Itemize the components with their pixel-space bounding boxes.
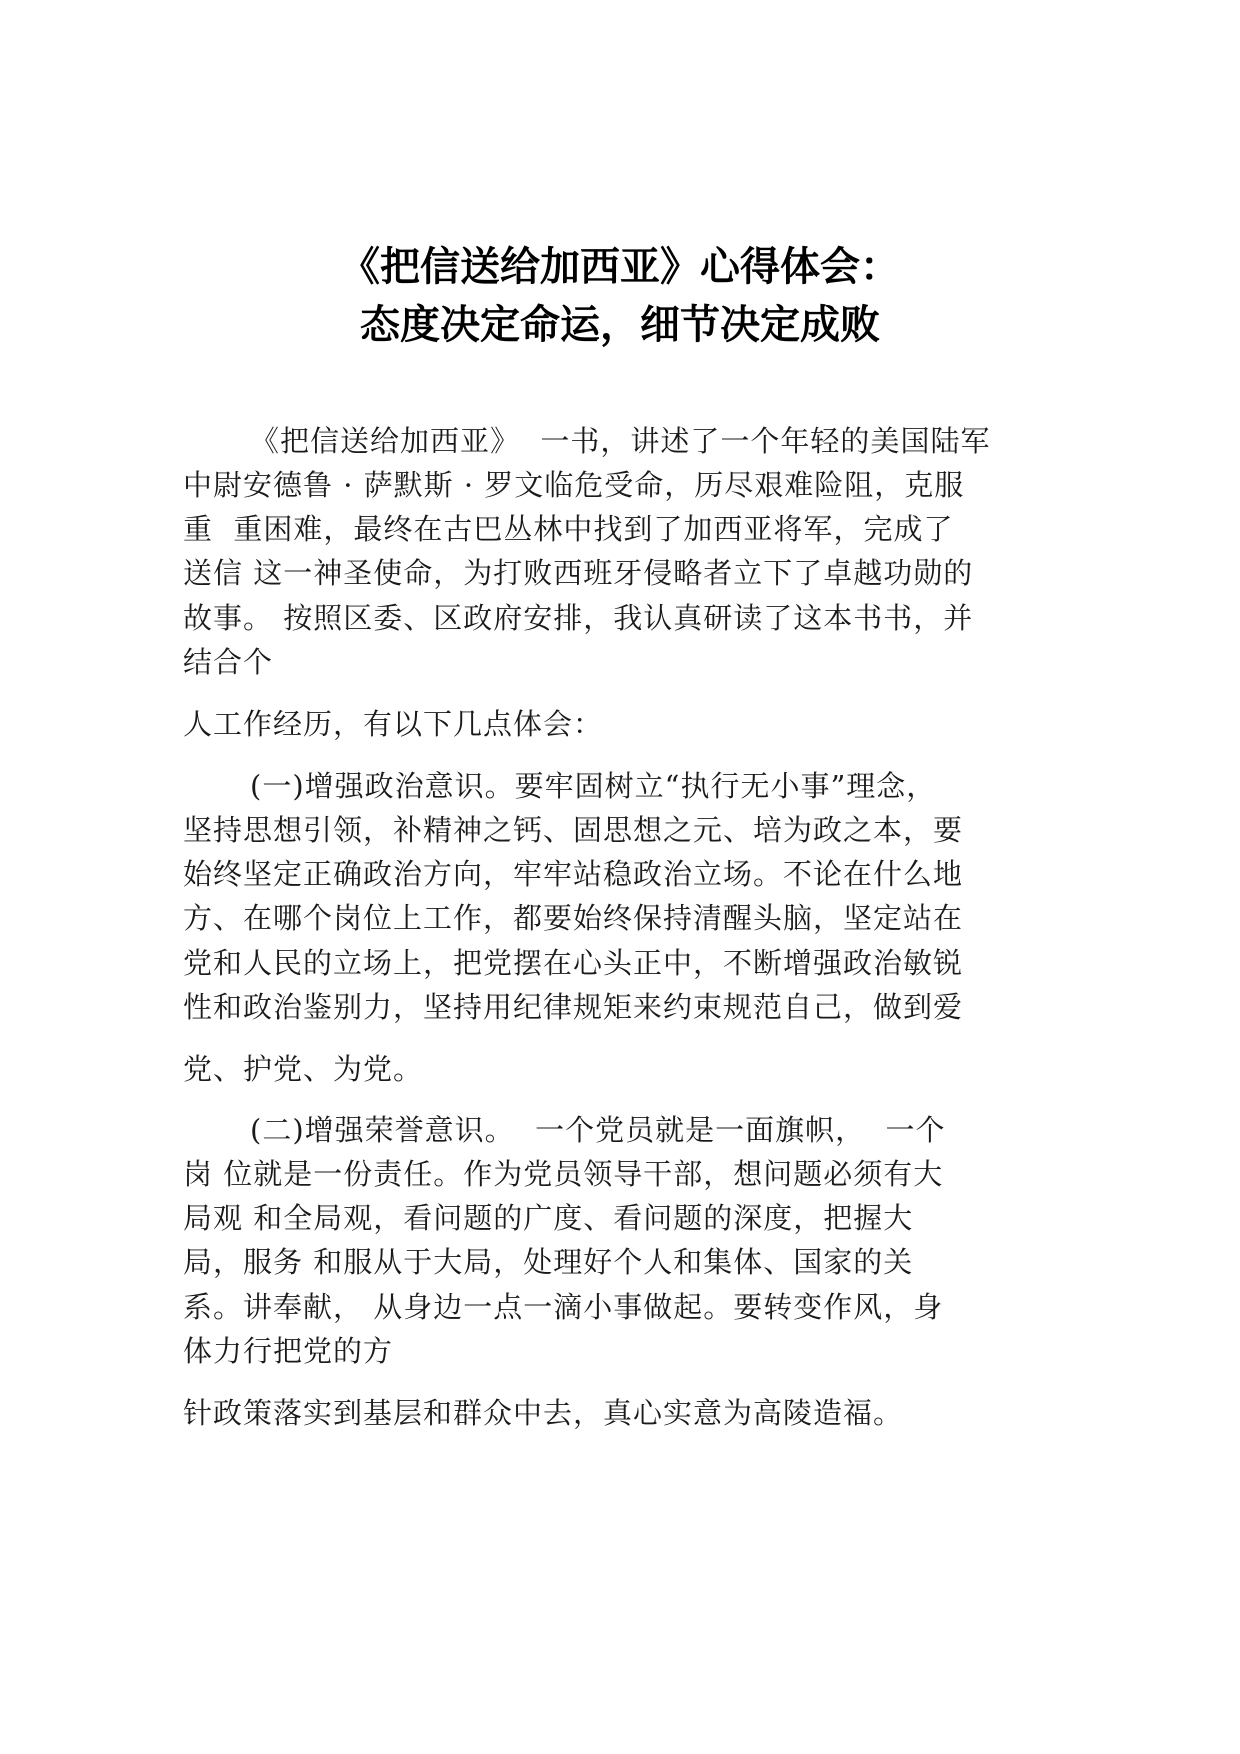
paragraph-2-line-5: 党和人民的立场上，把党摆在心头正中，不断增强政治敏锐: [183, 946, 964, 980]
paragraph-1-line-4: 送信 这一神圣使命，为打败西班牙侵略者立下了卓越功勋的: [183, 556, 974, 590]
title-line-2: 态度决定命运，细节决定成败: [360, 302, 880, 348]
paragraph-2-line-1: (一)增强政治意识。要牢固树立“执行无小事”理念，: [250, 769, 937, 803]
paragraph-2-line-2: 坚持思想引领，补精神之钙、固思想之元、培为政之本，要: [183, 813, 964, 847]
paragraph-1-line-6: 结合个: [183, 645, 274, 679]
paragraph-2-line-4: 方、在哪个岗位上工作，都要始终保持清醒头脑，坚定站在: [183, 901, 964, 935]
paragraph-3-line-3: 局观 和全局观，看问题的广度、看问题的深度，把握大: [183, 1201, 914, 1235]
document-title: [0, 238, 1240, 354]
paragraph-3-line-4: 局，服务 和服从于大局，处理好个人和集体、国家的关: [183, 1245, 914, 1279]
paragraph-2-tail: 党、护党、为党。: [183, 1052, 424, 1086]
paragraph-1-line-5: 故事。 按照区委、区政府安排，我认真研读了这本书书，并: [183, 601, 974, 635]
paragraph-3-line-2: 岗 位就是一份责任。作为党员领导干部，想问题必须有大: [183, 1157, 944, 1191]
paragraph-1-line-3: 重 重困难，最终在古巴丛林中找到了加西亚将军，完成了: [183, 512, 954, 546]
paragraph-3-line-6: 体力行把党的方: [183, 1334, 394, 1368]
paragraph-1-line-2: 中尉安德鲁 · 萨默斯 · 罗文临危受命，历尽艰难险阻，克服: [183, 468, 965, 502]
paragraph-2-line-6: 性和政治鉴别力，坚持用纪律规矩来约束规范自己，做到爱: [183, 990, 964, 1024]
paragraph-3-line-5: 系。讲奉献， 从身边一点一滴小事做起。要转变作风，身: [183, 1290, 944, 1324]
paragraph-3-tail: 针政策落实到基层和群众中去，真心实意为高陵造福。: [183, 1396, 904, 1430]
title-line-1: 《把信送给加西亚》心得体会：: [340, 244, 900, 290]
paragraph-1-line-1: 《把信送给加西亚》 一书，讲述了一个年轻的美国陆军: [250, 424, 991, 458]
paragraph-1-tail: 人工作经历，有以下几点体会：: [183, 707, 604, 741]
paragraph-3-line-1: (二)增强荣誉意识。 一个党员就是一面旗帜， 一个: [250, 1113, 946, 1147]
paragraph-2-line-3: 始终坚定正确政治方向，牢牢站稳政治立场。不论在什么地: [183, 857, 964, 891]
